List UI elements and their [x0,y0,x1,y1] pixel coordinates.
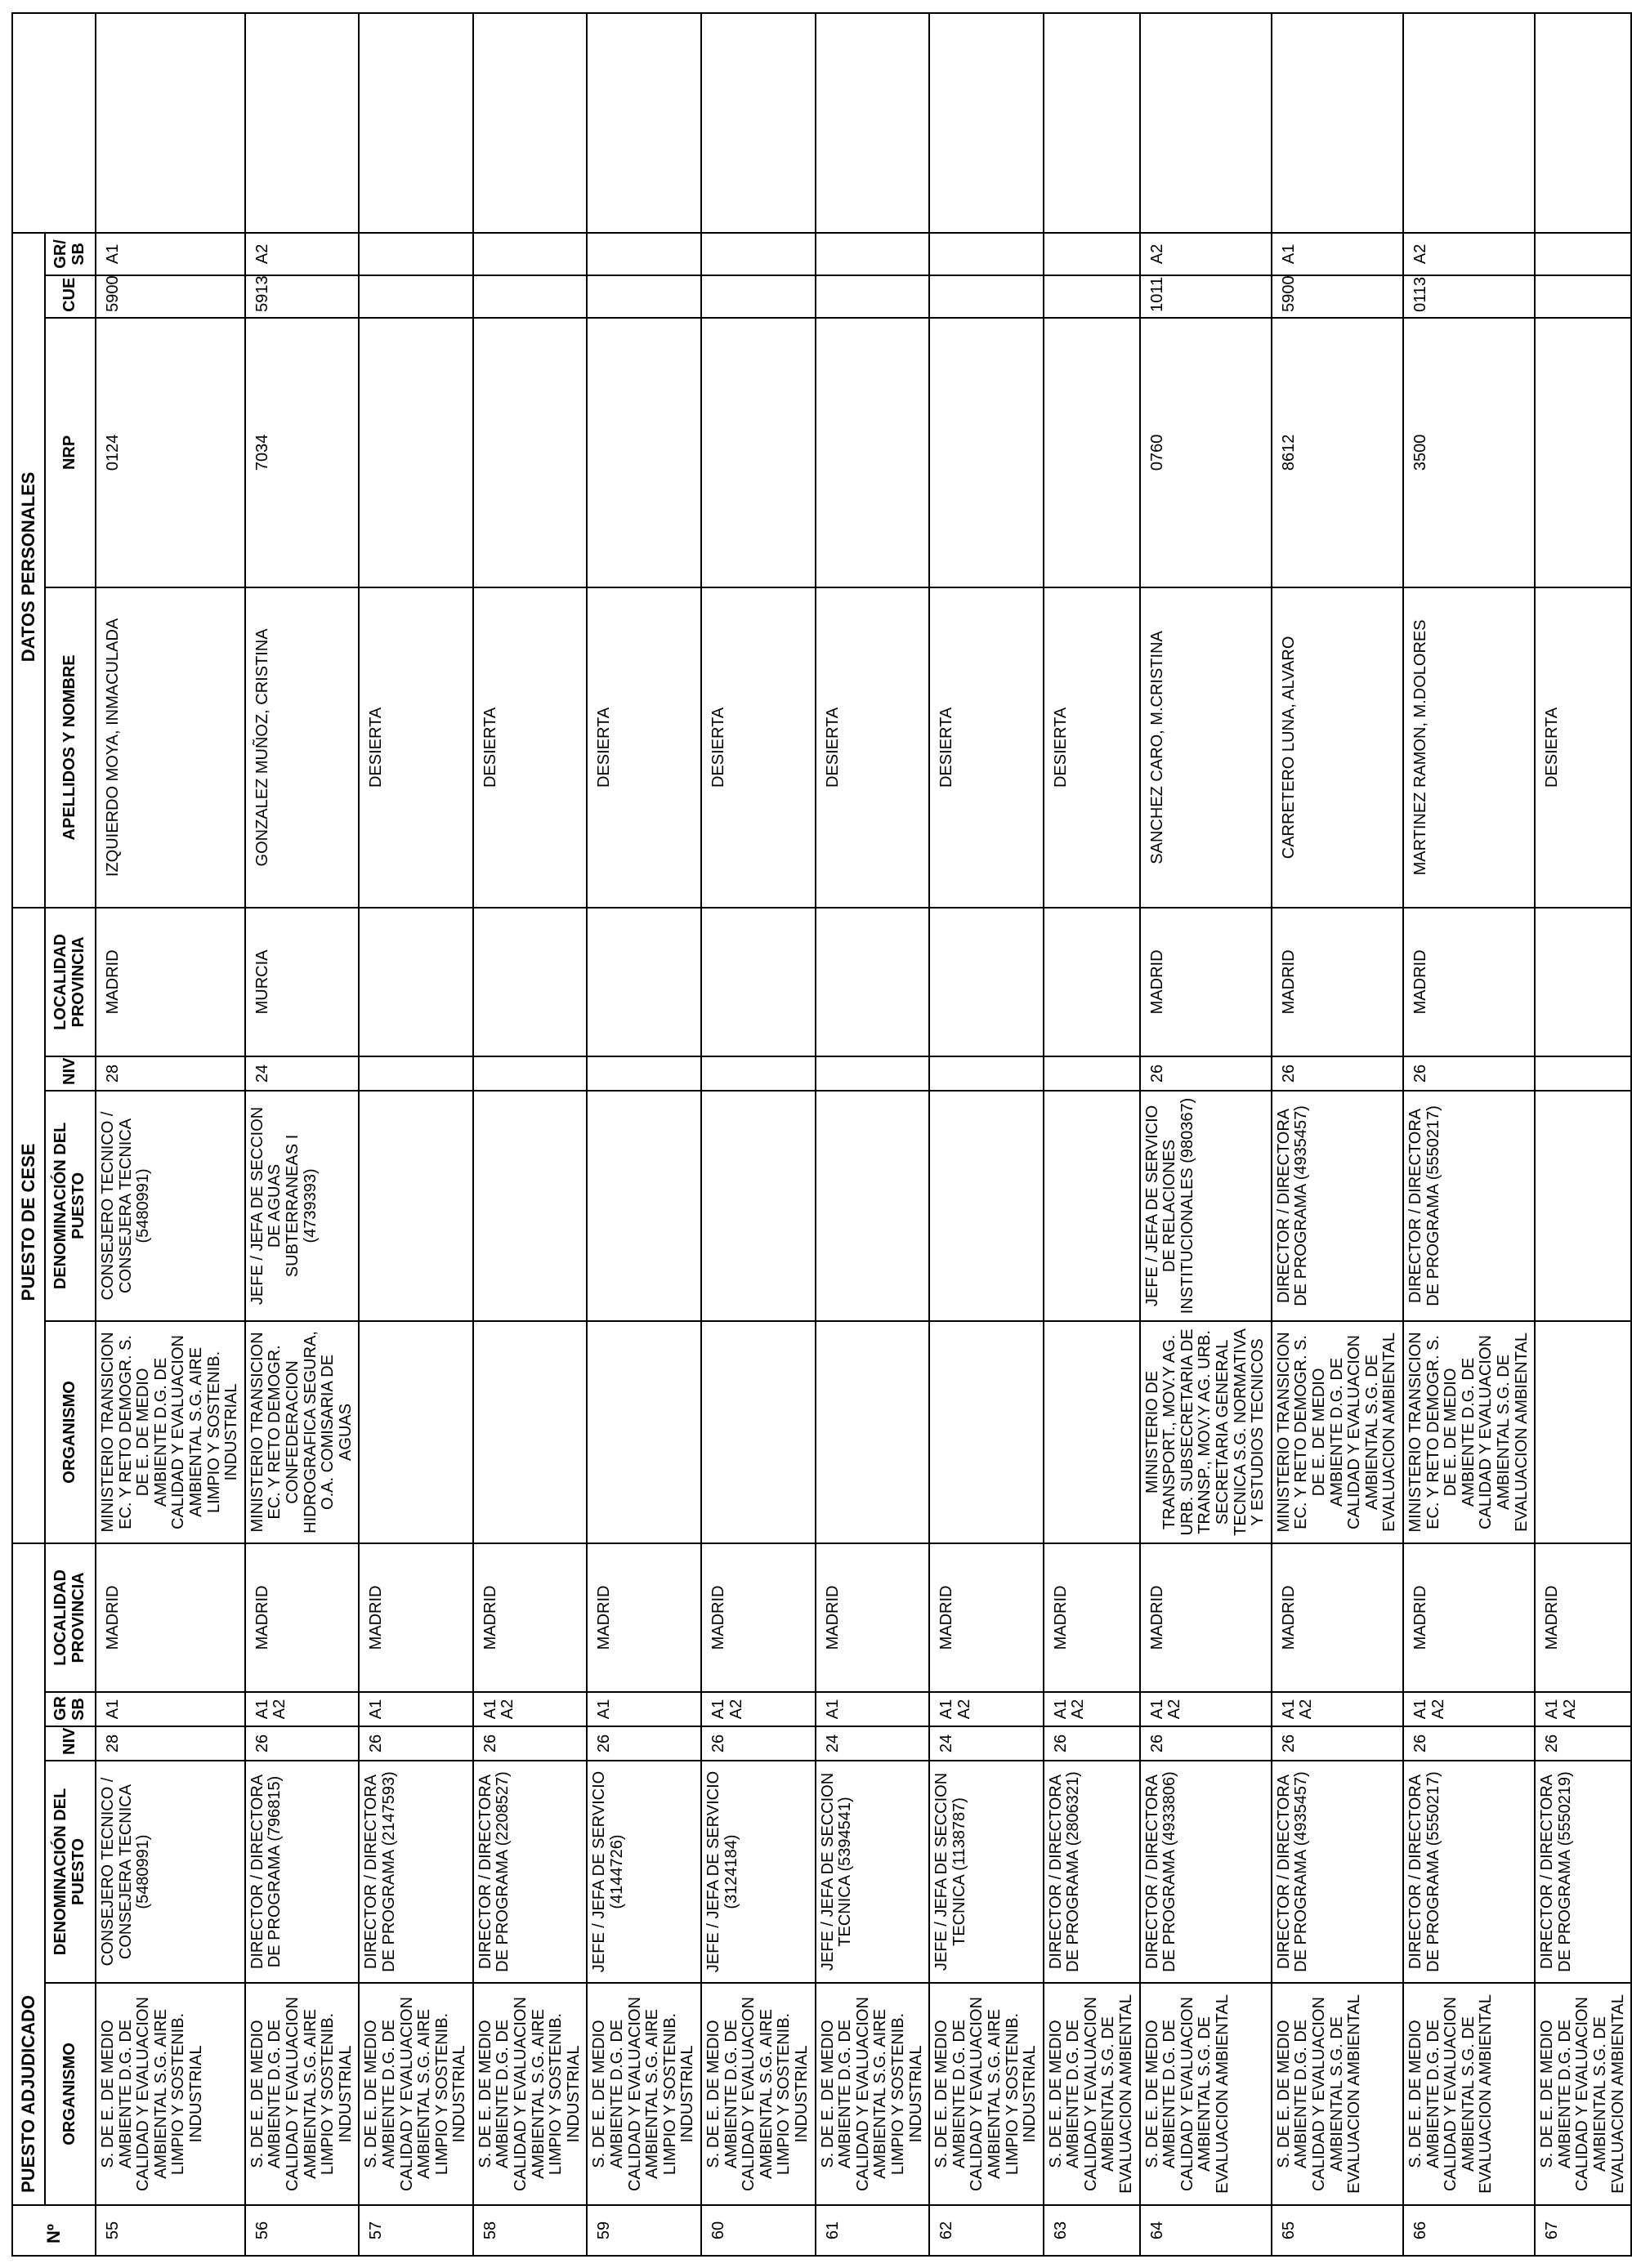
cell-adj-niv: 26 [473,1726,588,1761]
cell-cese-niv [1535,1056,1631,1091]
cell-cese-organismo [359,1321,473,1543]
cell-nrp: 0760 [1140,318,1272,587]
cell-adj-grsb: A1 [359,1692,473,1726]
cell-adj-niv: 26 [1535,1726,1631,1761]
cell-adj-grsb: A1 A2 [245,1692,360,1726]
header-group-row [12,13,45,2256]
cell-grsb: A1 [1272,233,1403,275]
cell-adj-organismo: S. DE E. DE MEDIO AMBIENTE D.G. DE CALIDAD Y EVALUACION AMBIENTAL S.G. AIRE LIMPIO Y SOSTENIB. INDUSTRIAL [359,1983,473,2205]
cell-apellidos: DESIERTA [816,587,930,908]
table-row [587,13,701,2256]
cell-adj-localidad: MADRID [245,1543,360,1692]
cell-cese-niv: 26 [1272,1056,1403,1091]
cell-num: 59 [587,2205,701,2256]
table-row [816,13,930,2256]
cell-cese-organismo [929,1321,1044,1543]
column-header-num: Nº [12,2205,96,2256]
cell-cese-localidad [929,908,1044,1056]
cell-nrp [816,318,930,587]
column-header-cue: CUE [45,275,96,318]
table-header [12,13,96,2256]
cell-num: 65 [1272,2205,1403,2256]
table-row [701,13,816,2256]
cell-adj-localidad: MADRID [929,1543,1044,1692]
cell-filler [1272,13,1403,233]
cell-num: 63 [1044,2205,1140,2256]
cell-cese-organismo [701,1321,816,1543]
cell-apellidos: DESIERTA [1044,587,1140,908]
cell-num: 62 [929,2205,1044,2256]
cell-adj-localidad: MADRID [359,1543,473,1692]
cell-cue [473,275,588,318]
cell-adj-denominacion: JEFE / JEFA DE SECCION TECNICA (5394541) [816,1761,930,1983]
cell-num: 56 [245,2205,360,2256]
cell-nrp [1535,318,1631,587]
table-row [1403,13,1535,2256]
cell-cese-denominacion [587,1091,701,1321]
cell-apellidos: DESIERTA [587,587,701,908]
cell-cue [359,275,473,318]
cell-cue: 5900 [1272,275,1403,318]
column-header-apellidos: APELLIDOS Y NOMBRE [45,587,96,908]
table-row [1044,13,1140,2256]
column-header-adj-grsb: GR SB [45,1692,96,1726]
cell-cese-localidad: MADRID [96,908,245,1056]
cell-cese-localidad [701,908,816,1056]
cell-num: 61 [816,2205,930,2256]
cell-cese-denominacion [929,1091,1044,1321]
cell-adj-denominacion: DIRECTOR / DIRECTORA DE PROGRAMA (2806321) [1044,1761,1140,1983]
cell-adj-grsb: A1 A2 [1535,1692,1631,1726]
cell-adj-localidad: MADRID [816,1543,930,1692]
cell-adj-denominacion: DIRECTOR / DIRECTORA DE PROGRAMA (796815) [245,1761,360,1983]
cell-adj-niv: 28 [96,1726,245,1761]
cell-filler [245,13,360,233]
cell-adj-niv: 26 [1272,1726,1403,1761]
rotated-table-wrapper [11,14,1627,2257]
cell-cue [701,275,816,318]
cell-cese-niv [929,1056,1044,1091]
cell-cese-denominacion [1535,1091,1631,1321]
cell-adj-niv: 26 [359,1726,473,1761]
cell-filler [359,13,473,233]
cell-cese-denominacion: DIRECTOR / DIRECTORA DE PROGRAMA (5550217) [1403,1091,1535,1321]
cell-adj-localidad: MADRID [1044,1543,1140,1692]
cell-adj-niv: 26 [701,1726,816,1761]
column-header-adj-niv: NIV [45,1726,96,1761]
table-row [473,13,588,2256]
cell-filler [701,13,816,233]
cell-cue: 5913 [245,275,360,318]
cell-adj-denominacion: DIRECTOR / DIRECTORA DE PROGRAMA (4933806) [1140,1761,1272,1983]
cell-cese-localidad [359,908,473,1056]
cell-adj-denominacion: DIRECTOR / DIRECTORA DE PROGRAMA (5550219) [1535,1761,1631,1983]
cell-apellidos: DESIERTA [701,587,816,908]
cell-nrp [701,318,816,587]
cell-apellidos: DESIERTA [929,587,1044,908]
cell-adj-grsb: A1 A2 [1044,1692,1140,1726]
header-column-row [45,13,96,2256]
cell-adj-niv: 26 [1403,1726,1535,1761]
cell-adj-grsb: A1 A2 [1403,1692,1535,1726]
cell-nrp [587,318,701,587]
cell-cese-localidad: MADRID [1403,908,1535,1056]
cell-cese-denominacion [701,1091,816,1321]
cell-cese-niv [473,1056,588,1091]
cell-adj-denominacion: JEFE / JEFA DE SERVICIO (3124184) [701,1761,816,1983]
table-row [1140,13,1272,2256]
cell-cese-organismo [1535,1321,1631,1543]
cell-adj-localidad: MADRID [1140,1543,1272,1692]
cell-cue [1535,275,1631,318]
column-header-adj-localidad: LOCALIDAD PROVINCIA [45,1543,96,1692]
cell-cese-niv: 26 [1140,1056,1272,1091]
column-header-cese-niv: NIV [45,1056,96,1091]
column-header-cese-localidad: LOCALIDAD PROVINCIA [45,908,96,1056]
cell-nrp: 7034 [245,318,360,587]
cell-adj-niv: 26 [1140,1726,1272,1761]
cell-cese-niv [701,1056,816,1091]
cell-cese-localidad: MURCIA [245,908,360,1056]
cell-grsb: A2 [1140,233,1272,275]
cell-nrp [1044,318,1140,587]
cell-adj-grsb: A1 [587,1692,701,1726]
cell-nrp [359,318,473,587]
cell-grsb: A2 [245,233,360,275]
cell-cue: 1011 [1140,275,1272,318]
cell-filler [1535,13,1631,233]
cell-cese-denominacion [1044,1091,1140,1321]
cell-adj-denominacion: DIRECTOR / DIRECTORA DE PROGRAMA (4935457) [1272,1761,1403,1983]
cell-adj-grsb: A1 A2 [473,1692,588,1726]
cell-adj-organismo: S. DE E. DE MEDIO AMBIENTE D.G. DE CALIDAD Y EVALUACION AMBIENTAL S.G. DE EVALUACION AMBIENTAL [1535,1983,1631,2205]
cell-cese-organismo: MINISTERIO TRANSICION EC. Y RETO DEMOGR. S. DE E. DE MEDIO AMBIENTE D.G. DE CALIDAD Y EVALUACION AMBIENTAL S.G. AIRE LIMPIO Y SOSTENIB. INDUSTRIAL [96,1321,245,1543]
cell-cese-denominacion [816,1091,930,1321]
table-row [1535,13,1631,2256]
cell-adj-niv: 24 [816,1726,930,1761]
cell-cese-localidad [587,908,701,1056]
cell-adj-grsb: A1 [816,1692,930,1726]
cell-cese-organismo: MINISTERIO TRANSICION EC. Y RETO DEMOGR. S. DE E. DE MEDIO AMBIENTE D.G. DE CALIDAD Y EVALUACION AMBIENTAL S.G. DE EVALUACION AMBIENTAL [1403,1321,1535,1543]
cell-apellidos: SANCHEZ CARO, M.CRISTINA [1140,587,1272,908]
column-header-adj-denominacion: DENOMINACIÓN DEL PUESTO [45,1761,96,1983]
cell-cese-organismo: MINISTERIO TRANSICION EC. Y RETO DEMOGR. S. DE E. DE MEDIO AMBIENTE D.G. DE CALIDAD Y EVALUACION AMBIENTAL S.G. DE EVALUACION AMBIENTAL [1272,1321,1403,1543]
cell-num: 57 [359,2205,473,2256]
cell-filler [816,13,930,233]
cell-cese-localidad [1044,908,1140,1056]
cell-adj-denominacion: DIRECTOR / DIRECTORA DE PROGRAMA (2208527) [473,1761,588,1983]
cell-cese-localidad: MADRID [1272,908,1403,1056]
cell-adj-localidad: MADRID [96,1543,245,1692]
cell-adj-localidad: MADRID [587,1543,701,1692]
cell-cese-denominacion [473,1091,588,1321]
cell-grsb [1044,233,1140,275]
cell-nrp: 0124 [96,318,245,587]
table-row [96,13,245,2256]
cell-cue: 5900 [96,275,245,318]
cell-num: 64 [1140,2205,1272,2256]
cell-cese-denominacion: JEFE / JEFA DE SERVICIO DE RELACIONES INSTITUCIONALES (980367) [1140,1091,1272,1321]
cell-adj-localidad: MADRID [701,1543,816,1692]
cell-adj-organismo: S. DE E. DE MEDIO AMBIENTE D.G. DE CALIDAD Y EVALUACION AMBIENTAL S.G. AIRE LIMPIO Y SOSTENIB. INDUSTRIAL [587,1983,701,2205]
cell-adj-organismo: S. DE E. DE MEDIO AMBIENTE D.G. DE CALIDAD Y EVALUACION AMBIENTAL S.G. AIRE LIMPIO Y SOSTENIB. INDUSTRIAL [816,1983,930,2205]
resolution-table [11,12,1632,2257]
cell-cese-denominacion: DIRECTOR / DIRECTORA DE PROGRAMA (4935457) [1272,1091,1403,1321]
cell-adj-grsb: A1 [96,1692,245,1726]
cell-apellidos: IZQUIERDO MOYA, INMACULADA [96,587,245,908]
cell-grsb [816,233,930,275]
cell-grsb [587,233,701,275]
cell-adj-grsb: A1 A2 [701,1692,816,1726]
column-header-cese-denominacion: DENOMINACIÓN DEL PUESTO [45,1091,96,1321]
cell-adj-localidad: MADRID [1272,1543,1403,1692]
cell-adj-organismo: S. DE E. DE MEDIO AMBIENTE D.G. DE CALIDAD Y EVALUACION AMBIENTAL S.G. AIRE LIMPIO Y SOSTENIB. INDUSTRIAL [929,1983,1044,2205]
cell-adj-organismo: S. DE E. DE MEDIO AMBIENTE D.G. DE CALIDAD Y EVALUACION AMBIENTAL S.G. DE EVALUACION AMBIENTAL [1044,1983,1140,2205]
header-filler [12,13,96,233]
cell-cue [929,275,1044,318]
cell-adj-localidad: MADRID [1403,1543,1535,1692]
cell-cese-organismo: MINISTERIO TRANSICION EC. Y RETO DEMOGR. CONFEDERACION HIDROGRAFICA SEGURA, O.A. COMISARIA DE AGUAS [245,1321,360,1543]
cell-grsb: A1 [96,233,245,275]
cell-cue [816,275,930,318]
cell-grsb [1535,233,1631,275]
cell-adj-niv: 26 [587,1726,701,1761]
cell-num: 60 [701,2205,816,2256]
group-header-puesto-adjudicado: PUESTO ADJUDICADO [12,1543,45,2205]
group-header-puesto-cese: PUESTO DE CESE [12,908,45,1543]
cell-filler [929,13,1044,233]
cell-cese-niv: 28 [96,1056,245,1091]
cell-cese-localidad [1535,908,1631,1056]
cell-cue [587,275,701,318]
cell-adj-organismo: S. DE E. DE MEDIO AMBIENTE D.G. DE CALIDAD Y EVALUACION AMBIENTAL S.G. DE EVALUACION AMBIENTAL [1140,1983,1272,2205]
cell-cese-organismo [587,1321,701,1543]
cell-cese-organismo [473,1321,588,1543]
cell-apellidos: DESIERTA [473,587,588,908]
cell-grsb [473,233,588,275]
cell-filler [1403,13,1535,233]
cell-adj-denominacion: JEFE / JEFA DE SERVICIO (4144726) [587,1761,701,1983]
cell-adj-organismo: S. DE E. DE MEDIO AMBIENTE D.G. DE CALIDAD Y EVALUACION AMBIENTAL S.G. AIRE LIMPIO Y SOSTENIB. INDUSTRIAL [701,1983,816,2205]
cell-adj-denominacion: DIRECTOR / DIRECTORA DE PROGRAMA (5550217) [1403,1761,1535,1983]
cell-adj-grsb: A1 A2 [1140,1692,1272,1726]
column-header-grsb: GR/ SB [45,233,96,275]
cell-adj-organismo: S. DE E. DE MEDIO AMBIENTE D.G. DE CALIDAD Y EVALUACION AMBIENTAL S.G. AIRE LIMPIO Y SOSTENIB. INDUSTRIAL [245,1983,360,2205]
cell-cese-localidad [473,908,588,1056]
cell-cese-niv [816,1056,930,1091]
cell-cese-denominacion: JEFE / JEFA DE SECCION DE AGUAS SUBTERRANEAS I (4739393) [245,1091,360,1321]
cell-adj-denominacion: JEFE / JEFA DE SECCION TECNICA (1138787) [929,1761,1044,1983]
cell-filler [1140,13,1272,233]
cell-cese-niv [1044,1056,1140,1091]
cell-num: 66 [1403,2205,1535,2256]
cell-adj-organismo: S. DE E. DE MEDIO AMBIENTE D.G. DE CALIDAD Y EVALUACION AMBIENTAL S.G. DE EVALUACION AMBIENTAL [1403,1983,1535,2205]
cell-cese-niv [359,1056,473,1091]
cell-cue [1044,275,1140,318]
cell-num: 67 [1535,2205,1631,2256]
cell-apellidos: DESIERTA [1535,587,1631,908]
cell-cese-denominacion [359,1091,473,1321]
cell-filler [96,13,245,233]
cell-adj-niv: 26 [1044,1726,1140,1761]
cell-adj-denominacion: CONSEJERO TECNICO / CONSEJERA TECNICA (5480991) [96,1761,245,1983]
cell-adj-niv: 26 [245,1726,360,1761]
cell-nrp: 3500 [1403,318,1535,587]
cell-nrp: 8612 [1272,318,1403,587]
cell-grsb [929,233,1044,275]
cell-cese-organismo [816,1321,930,1543]
cell-grsb [701,233,816,275]
cell-apellidos: GONZALEZ MUÑOZ, CRISTINA [245,587,360,908]
cell-cese-denominacion: CONSEJERO TECNICO / CONSEJERA TECNICA (5480991) [96,1091,245,1321]
column-header-cese-organismo: ORGANISMO [45,1321,96,1543]
cell-apellidos: DESIERTA [359,587,473,908]
cell-apellidos: MARTINEZ RAMON, M.DOLORES [1403,587,1535,908]
cell-adj-localidad: MADRID [1535,1543,1631,1692]
cell-cue: 0113 [1403,275,1535,318]
cell-cese-organismo [1044,1321,1140,1543]
group-header-datos-personales: DATOS PERSONALES [12,233,45,908]
cell-adj-grsb: A1 A2 [1272,1692,1403,1726]
cell-cese-niv [587,1056,701,1091]
table-row [359,13,473,2256]
cell-num: 55 [96,2205,245,2256]
cell-apellidos: CARRETERO LUNA, ALVARO [1272,587,1403,908]
table-row [1272,13,1403,2256]
table-row [245,13,360,2256]
cell-adj-organismo: S. DE E. DE MEDIO AMBIENTE D.G. DE CALIDAD Y EVALUACION AMBIENTAL S.G. AIRE LIMPIO Y SOSTENIB. INDUSTRIAL [473,1983,588,2205]
cell-adj-grsb: A1 A2 [929,1692,1044,1726]
cell-filler [473,13,588,233]
column-header-adj-organismo: ORGANISMO [45,1983,96,2205]
table-body [96,13,1631,2256]
cell-adj-organismo: S. DE E. DE MEDIO AMBIENTE D.G. DE CALIDAD Y EVALUACION AMBIENTAL S.G. AIRE LIMPIO Y SOSTENIB. INDUSTRIAL [96,1983,245,2205]
cell-cese-localidad [816,908,930,1056]
cell-cese-niv: 24 [245,1056,360,1091]
cell-adj-localidad: MADRID [473,1543,588,1692]
cell-nrp [929,318,1044,587]
cell-grsb: A2 [1403,233,1535,275]
column-header-nrp: NRP [45,318,96,587]
cell-cese-localidad: MADRID [1140,908,1272,1056]
cell-adj-organismo: S. DE E. DE MEDIO AMBIENTE D.G. DE CALIDAD Y EVALUACION AMBIENTAL S.G. DE EVALUACION AMBIENTAL [1272,1983,1403,2205]
cell-grsb [359,233,473,275]
cell-adj-niv: 24 [929,1726,1044,1761]
table-row [929,13,1044,2256]
cell-filler [1044,13,1140,233]
cell-nrp [473,318,588,587]
cell-filler [587,13,701,233]
cell-adj-denominacion: DIRECTOR / DIRECTORA DE PROGRAMA (2147593) [359,1761,473,1983]
cell-num: 58 [473,2205,588,2256]
cell-cese-organismo: MINISTERIO DE TRANSPORT., MOV.Y AG. URB. SUBSECRETARIA DE TRANSP., MOV.Y AG. URB. SECRETARIA GENERAL TECNICA S.G. NORMATIVA Y ESTUDIOS TECNICOS [1140,1321,1272,1543]
cell-cese-niv: 26 [1403,1056,1535,1091]
